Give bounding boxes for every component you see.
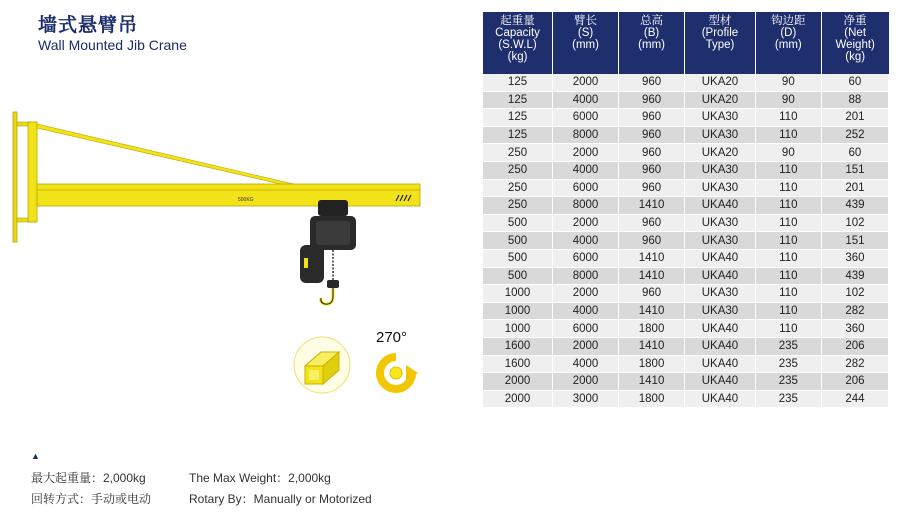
table-cell: UKA40 xyxy=(685,355,756,373)
table-header-row xyxy=(483,12,889,74)
specification-table xyxy=(483,12,889,408)
table-cell: 110 xyxy=(755,214,821,232)
table-cell: 250 xyxy=(483,179,553,197)
table-row xyxy=(483,390,889,408)
table-row xyxy=(483,91,889,109)
table-cell: 6000 xyxy=(553,320,619,338)
table-cell: 1800 xyxy=(619,320,685,338)
table-cell: 206 xyxy=(821,337,888,355)
table-cell: 439 xyxy=(821,267,888,285)
table-cell: 1000 xyxy=(483,285,553,303)
table-cell: 235 xyxy=(755,390,821,408)
max-weight-en: The Max Weight：2,000kg xyxy=(189,471,331,485)
table-cell: 960 xyxy=(619,161,685,179)
rotation-angle-label: 270° xyxy=(376,329,408,346)
table-row xyxy=(483,126,889,144)
table-cell: 151 xyxy=(821,232,888,250)
table-row xyxy=(483,285,889,303)
table-cell: 2000 xyxy=(483,373,553,391)
table-cell: 1000 xyxy=(483,320,553,338)
table-cell: 1410 xyxy=(619,197,685,215)
table-cell: 1410 xyxy=(619,373,685,391)
col-header-span: 臂长 (S) (mm) xyxy=(553,12,619,74)
table-cell: 102 xyxy=(821,285,888,303)
table-cell: 1600 xyxy=(483,355,553,373)
table-cell: 110 xyxy=(755,179,821,197)
table-cell: 110 xyxy=(755,249,821,267)
table-cell: 500 xyxy=(483,232,553,250)
table-cell: 90 xyxy=(755,74,821,91)
table-cell: UKA30 xyxy=(685,285,756,303)
table-cell: 960 xyxy=(619,74,685,91)
table-cell: 1410 xyxy=(619,267,685,285)
table-cell: 960 xyxy=(619,214,685,232)
table-cell: 201 xyxy=(821,109,888,127)
table-row xyxy=(483,355,889,373)
col-header-height: 总高 (B) (mm) xyxy=(619,12,685,74)
table-cell: 8000 xyxy=(553,267,619,285)
table-cell: 1410 xyxy=(619,337,685,355)
beam-capacity-label: 500KG xyxy=(238,197,254,203)
table-row xyxy=(483,74,889,91)
table-cell: 960 xyxy=(619,285,685,303)
table-cell: 1600 xyxy=(483,337,553,355)
table-cell: UKA30 xyxy=(685,161,756,179)
table-cell: 88 xyxy=(821,91,888,109)
table-cell: 110 xyxy=(755,109,821,127)
col-header-hook-distance: 钩边距 (D) (mm) xyxy=(755,12,821,74)
table-cell: 500 xyxy=(483,249,553,267)
table-cell: 360 xyxy=(821,320,888,338)
table-cell: 282 xyxy=(821,302,888,320)
table-cell: UKA20 xyxy=(685,144,756,162)
table-cell: UKA40 xyxy=(685,390,756,408)
table-cell: 110 xyxy=(755,267,821,285)
table-cell: 960 xyxy=(619,91,685,109)
table-cell: 4000 xyxy=(553,302,619,320)
rotation-icon xyxy=(374,353,418,393)
table-cell: 110 xyxy=(755,320,821,338)
table-cell: UKA30 xyxy=(685,126,756,144)
table-cell: UKA40 xyxy=(685,267,756,285)
table-cell: 8000 xyxy=(553,197,619,215)
table-row xyxy=(483,197,889,215)
table-cell: UKA30 xyxy=(685,109,756,127)
table-cell: 2000 xyxy=(553,144,619,162)
jib-crane-illustration xyxy=(0,100,430,400)
table-cell: 960 xyxy=(619,232,685,250)
table-cell: 6000 xyxy=(553,179,619,197)
table-cell: 960 xyxy=(619,144,685,162)
tie-rod xyxy=(37,124,302,189)
table-cell: 201 xyxy=(821,179,888,197)
table-cell: 235 xyxy=(755,337,821,355)
table-row xyxy=(483,144,889,162)
table-cell: 2000 xyxy=(553,285,619,303)
table-cell: 110 xyxy=(755,197,821,215)
table-cell: 206 xyxy=(821,373,888,391)
table-row xyxy=(483,320,889,338)
table-cell: 1800 xyxy=(619,355,685,373)
table-cell: 125 xyxy=(483,126,553,144)
table-row xyxy=(483,302,889,320)
table-cell: 102 xyxy=(821,214,888,232)
table-cell: 1410 xyxy=(619,302,685,320)
wall-bracket xyxy=(13,112,17,242)
table-cell: 250 xyxy=(483,197,553,215)
table-row xyxy=(483,109,889,127)
table-cell: 235 xyxy=(755,355,821,373)
rotary-en: Rotary By：Manually or Motorized xyxy=(189,492,372,506)
profile-section-icon xyxy=(293,336,351,394)
table-cell: UKA30 xyxy=(685,302,756,320)
table-cell: 244 xyxy=(821,390,888,408)
col-header-profile: 型材 (Profile Type) xyxy=(685,12,756,74)
table-row xyxy=(483,161,889,179)
table-cell: 252 xyxy=(821,126,888,144)
col-header-net-weight: 净重 (Net Weight) (kg) xyxy=(821,12,888,74)
table-cell: 2000 xyxy=(553,214,619,232)
table-cell: 4000 xyxy=(553,355,619,373)
table-cell: 250 xyxy=(483,161,553,179)
table-cell: UKA40 xyxy=(685,320,756,338)
table-cell: 90 xyxy=(755,91,821,109)
table-cell: 2000 xyxy=(553,74,619,91)
max-weight-cn: 最大起重量：2,000kg xyxy=(31,471,146,485)
table-cell: 3000 xyxy=(553,390,619,408)
table-cell: 110 xyxy=(755,302,821,320)
table-cell: 125 xyxy=(483,109,553,127)
table-cell: 90 xyxy=(755,144,821,162)
table-cell: 4000 xyxy=(553,91,619,109)
table-body xyxy=(483,74,889,408)
table-cell: 4000 xyxy=(553,161,619,179)
table-cell: 60 xyxy=(821,74,888,91)
table-row xyxy=(483,267,889,285)
table-cell: 110 xyxy=(755,161,821,179)
table-cell: 1410 xyxy=(619,249,685,267)
table-cell: 60 xyxy=(821,144,888,162)
table-cell: 125 xyxy=(483,91,553,109)
table-cell: 282 xyxy=(821,355,888,373)
table-cell: 2000 xyxy=(553,373,619,391)
table-cell: 110 xyxy=(755,126,821,144)
table-cell: 500 xyxy=(483,267,553,285)
table-cell: UKA20 xyxy=(685,74,756,91)
control-pendant xyxy=(300,245,324,283)
table-cell: 360 xyxy=(821,249,888,267)
table-cell: 960 xyxy=(619,179,685,197)
table-cell: 1800 xyxy=(619,390,685,408)
table-row xyxy=(483,373,889,391)
table-cell: 110 xyxy=(755,232,821,250)
table-cell: UKA30 xyxy=(685,214,756,232)
table-cell: 439 xyxy=(821,197,888,215)
table-cell: 6000 xyxy=(553,249,619,267)
table-cell: 960 xyxy=(619,109,685,127)
table-cell: 151 xyxy=(821,161,888,179)
table-cell: UKA40 xyxy=(685,337,756,355)
table-cell: 8000 xyxy=(553,126,619,144)
table-cell: 2000 xyxy=(553,337,619,355)
table-cell: 500 xyxy=(483,214,553,232)
page-title-cn: 墙式悬臂吊 xyxy=(38,15,139,36)
table-cell: UKA40 xyxy=(685,249,756,267)
table-cell: UKA40 xyxy=(685,373,756,391)
table-cell: 1000 xyxy=(483,302,553,320)
table-cell: UKA20 xyxy=(685,91,756,109)
table-cell: UKA30 xyxy=(685,232,756,250)
table-cell: 235 xyxy=(755,373,821,391)
table-row xyxy=(483,179,889,197)
table-row xyxy=(483,249,889,267)
table-cell: 6000 xyxy=(553,109,619,127)
triangle-marker-icon: ▲ xyxy=(31,451,40,461)
table-cell: UKA30 xyxy=(685,179,756,197)
page-title-en: Wall Mounted Jib Crane xyxy=(38,37,187,53)
table-row xyxy=(483,214,889,232)
table-cell: UKA40 xyxy=(685,197,756,215)
col-header-capacity: 起重量 Capacity (S.W.L) (kg) xyxy=(483,12,553,74)
table-row xyxy=(483,232,889,250)
table-cell: 250 xyxy=(483,144,553,162)
wall-column xyxy=(28,122,37,222)
jib-beam xyxy=(37,184,420,206)
trolley xyxy=(318,200,348,216)
table-cell: 960 xyxy=(619,126,685,144)
table-cell: 125 xyxy=(483,74,553,91)
table-cell: 110 xyxy=(755,285,821,303)
table-row xyxy=(483,337,889,355)
table-cell: 2000 xyxy=(483,390,553,408)
table-cell: 4000 xyxy=(553,232,619,250)
rotary-cn: 回转方式：手动或电动 xyxy=(31,492,152,506)
